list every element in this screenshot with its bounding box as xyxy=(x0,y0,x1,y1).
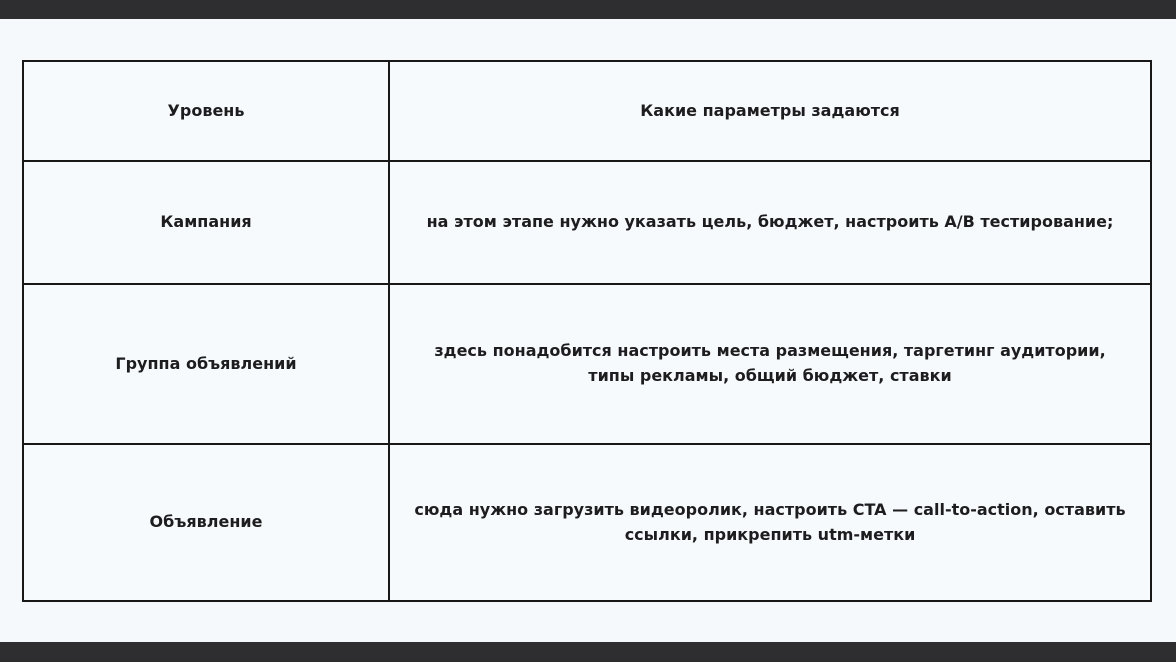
header-cell-params xyxy=(389,61,1151,161)
level-label: Кампания xyxy=(160,212,252,232)
params-text: сюда нужно загрузить видеоролик, настроить CTA — call-to-action, оставить ссылки, прикрепить utm-метки xyxy=(414,499,1126,544)
params-cell xyxy=(389,284,1151,444)
params-cell xyxy=(389,444,1151,601)
header-cell-level xyxy=(23,61,389,161)
table-row-campaign xyxy=(23,161,1151,284)
table-row-ad-group xyxy=(23,284,1151,444)
bottom-letterbox-bar xyxy=(0,642,1176,662)
level-label: Объявление xyxy=(149,512,263,532)
level-label: Группа объявлений xyxy=(115,353,297,373)
level-cell xyxy=(23,284,389,444)
params-text: здесь понадобится настроить места размещения, таргетинг аудитории, типы рекламы, общий бюджет, ставки xyxy=(434,341,1106,385)
params-cell xyxy=(389,161,1151,284)
header-level-label: Уровень xyxy=(167,100,245,120)
table-header-row xyxy=(23,61,1151,161)
level-cell xyxy=(23,444,389,601)
campaign-levels-table xyxy=(22,60,1152,602)
params-text: на этом этапе нужно указать цель, бюджет, настроить A/B тестирование; xyxy=(426,212,1114,232)
table-row-ad xyxy=(23,444,1151,601)
level-cell xyxy=(23,161,389,284)
top-letterbox-bar xyxy=(0,0,1176,19)
header-params-label: Какие параметры задаются xyxy=(640,100,900,120)
